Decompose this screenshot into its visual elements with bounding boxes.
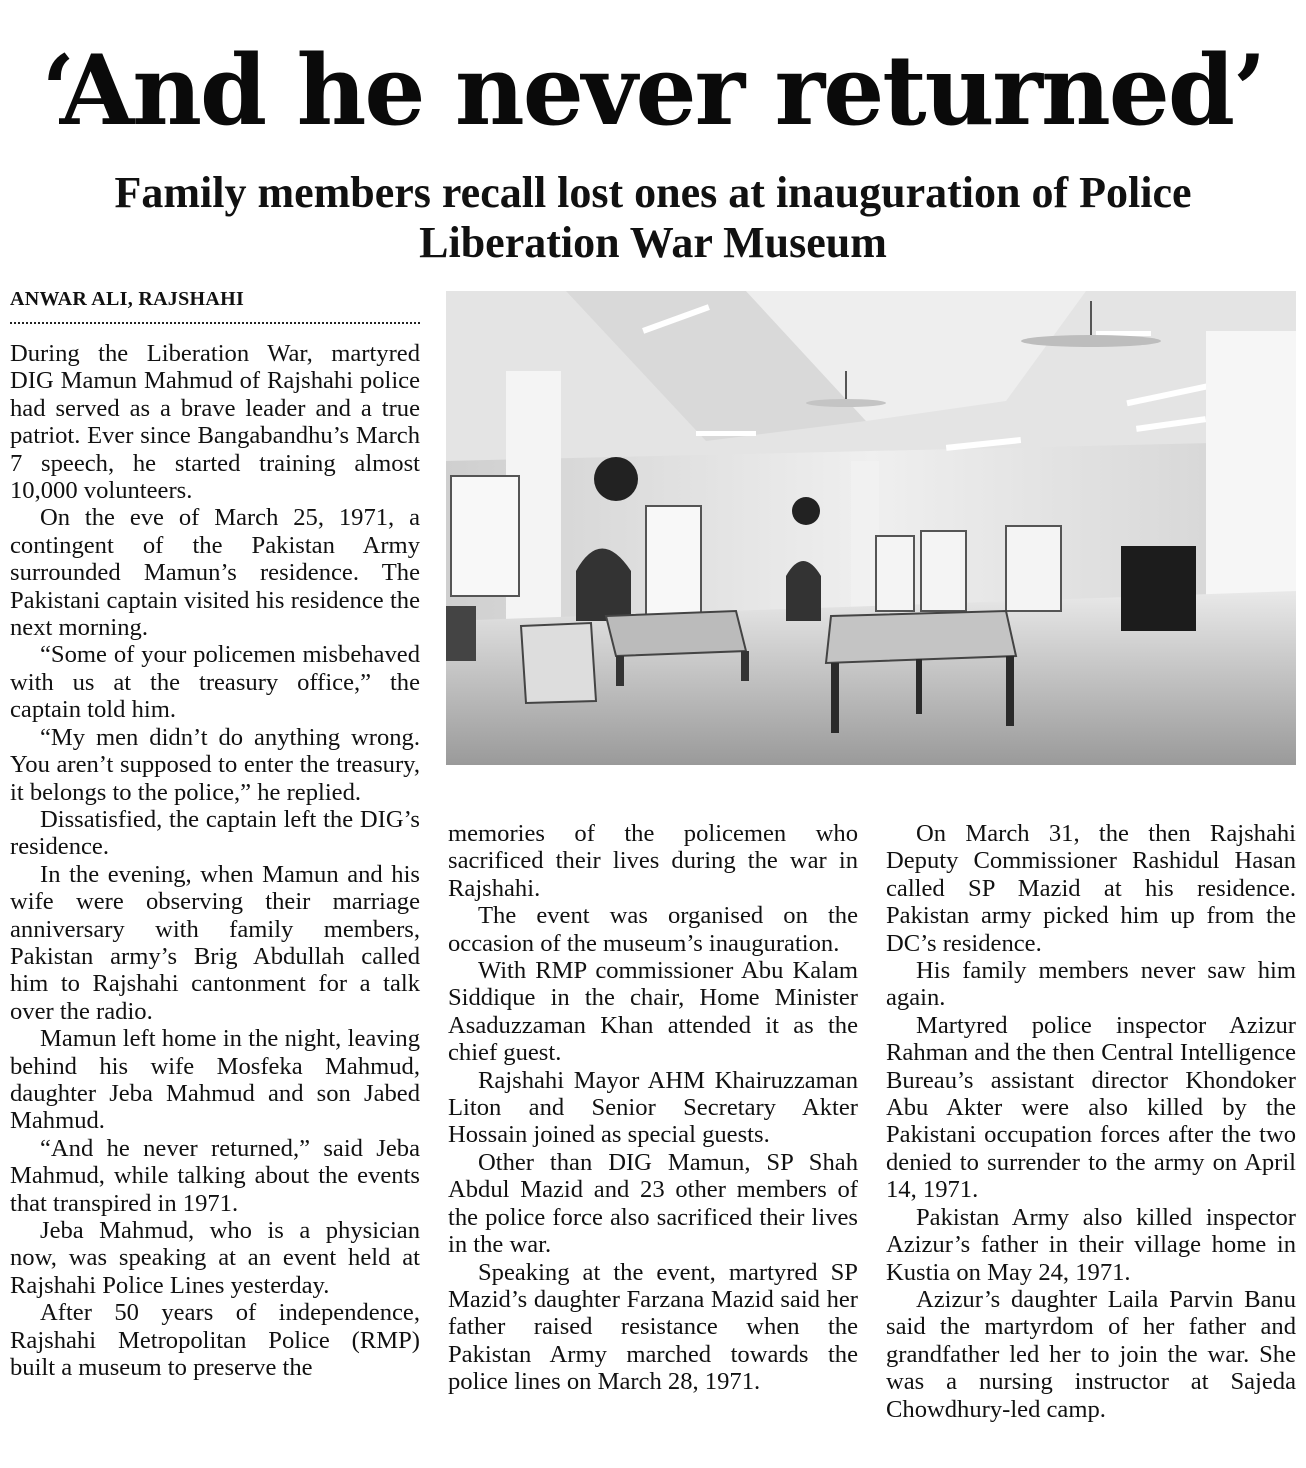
paragraph: His family members never saw him again. [886,957,1296,1012]
paragraph: On March 31, the then Rajshahi Deputy Commissioner Rashidul Hasan called SP Mazid at his residence. Pakistan army picked him up from the DC’s residence. [886,820,1296,957]
paragraph: Dissatisfied, the captain left the DIG’s residence. [10,805,420,861]
article-column-1 [10,340,420,1381]
paragraph: Other than DIG Mamun, SP Shah Abdul Mazid and 23 other members of the police force also sacrificed their lives in the war. [448,1148,858,1259]
paragraph: Pakistan Army also killed inspector Azizur’s father in their village home in Kustia on May 24, 1971. [886,1203,1296,1286]
paragraph: Azizur’s daughter Laila Parvin Banu said the martyrdom of her father and grandfather led her to join the war. She was a nursing instructor at Sajeda Chowdhury-led camp. [886,1285,1296,1423]
paragraph: Speaking at the event, martyred SP Mazid’s daughter Farzana Mazid said her father raised resistance when the Pakistan Army marched towards the police lines on March 28, 1971. [448,1258,858,1396]
paragraph: “And he never returned,” said Jeba Mahmud, while talking about the events that transpired in 1971. [10,1134,420,1217]
paragraph: In the evening, when Mamun and his wife were observing their marriage anniversary with family members, Pakistan army’s Brig Abdullah called him to Rajshahi cantonment for a talk over the radio. [10,860,420,1025]
paragraph: “My men didn’t do anything wrong. You aren’t supposed to enter the treasury, it belongs to the police,” he replied. [10,723,420,806]
paragraph: “Some of your policemen misbehaved with us at the treasury office,” the captain told him. [10,641,420,724]
paragraph: Jeba Mahmud, who is a physician now, was speaking at an event held at Rajshahi Police Lines yesterday. [10,1217,420,1299]
museum-gallery-photo [446,291,1296,765]
paragraph: During the Liberation War, martyred DIG Mamun Mahmud of Rajshahi police had served as a brave leader and a true patriot. Ever since Bangabandhu’s March 7 speech, he started training almost 10,000 volunteers. [10,340,420,505]
article-column-3 [886,820,1296,1423]
paragraph: After 50 years of independence, Rajshahi Metropolitan Police (RMP) built a museum to preserve the [10,1299,420,1382]
subheadline: Family members recall lost ones at inauguration of Police Liberation War Museum [114,168,1192,267]
paragraph: Martyred police inspector Azizur Rahman and the then Central Intelligence Bureau’s assistant director Khondoker Abu Akter were also killed by the Pakistani occupation forces after the two denied to surrender to the army on April 14, 1971. [886,1011,1296,1204]
paragraph: memories of the policemen who sacrificed their lives during the war in Rajshahi. [448,820,858,902]
paragraph: The event was organised on the occasion of the museum’s inauguration. [448,902,858,957]
paragraph: On the eve of March 25, 1971, a contingent of the Pakistan Army surrounded Mamun’s residence. The Pakistani captain visited his residence the next morning. [10,504,420,642]
byline: ANWAR ALI, RAJSHAHI [10,288,245,310]
byline-divider [10,322,420,324]
article-column-2 [448,820,858,1396]
paragraph: Rajshahi Mayor AHM Khairuzzaman Liton and Senior Secretary Akter Hossain joined as special guests. [448,1066,858,1149]
paragraph: Mamun left home in the night, leaving behind his wife Mosfeka Mahmud, daughter Jeba Mahmud and son Jabed Mahmud. [10,1025,420,1135]
paragraph: With RMP commissioner Abu Kalam Siddique in the chair, Home Minister Asaduzzaman Khan attended it as the chief guest. [448,957,858,1067]
headline: ‘And he never returned’ [41,34,1265,147]
